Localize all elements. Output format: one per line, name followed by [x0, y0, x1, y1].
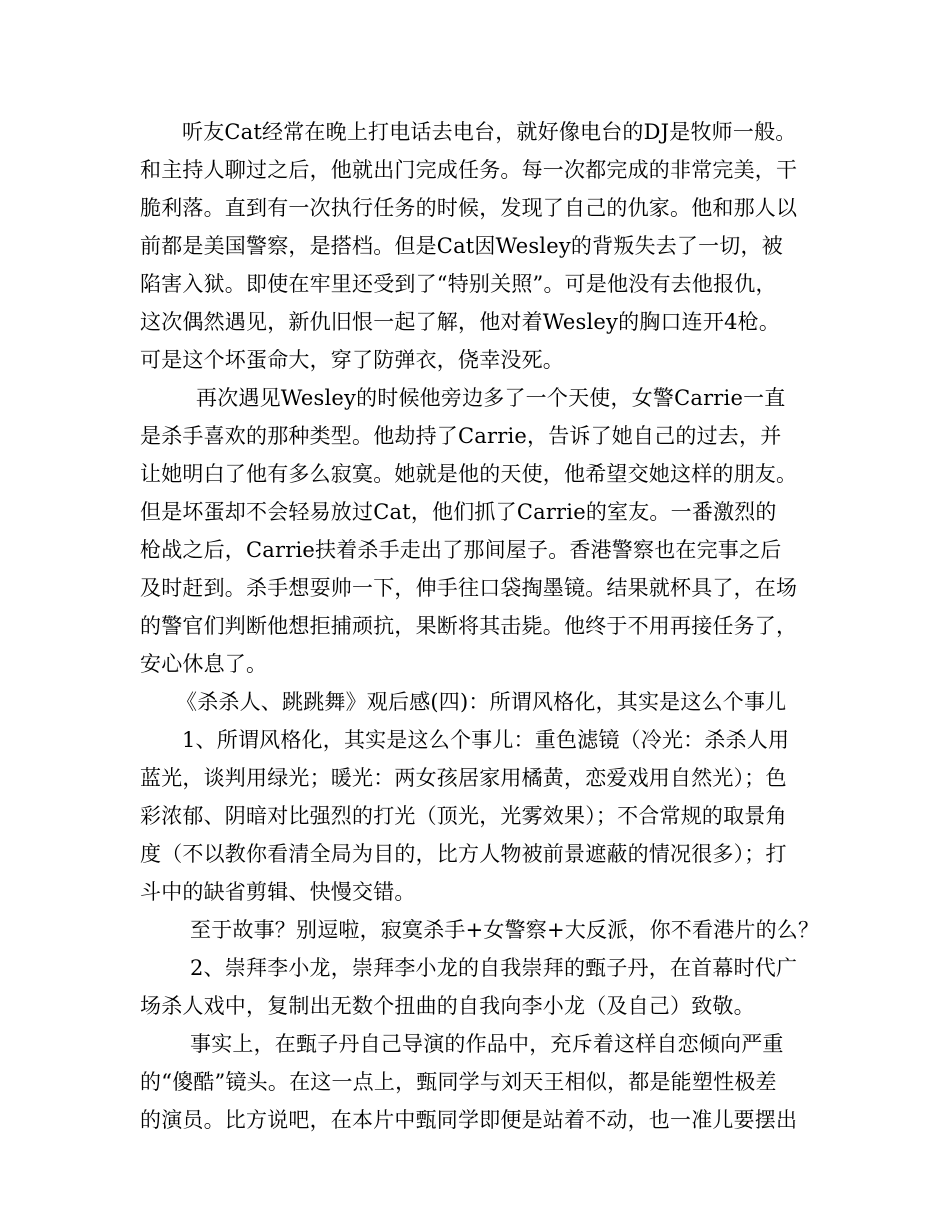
text-line: 彩浓郁、阴暗对比强烈的打光（顶光，光雾效果）；不合常规的取景角 [140, 804, 787, 828]
text-line: 枪战之后，Carrie扶着杀手走出了那间屋子。香港警察也在完事之后 [140, 538, 782, 562]
text-line: 让她明白了他有多么寂寞。她就是他的天使，他希望交她这样的朋友。 [140, 462, 798, 486]
text-line: 这次偶然遇见，新仇旧恨一起了解，他对着Wesley的胸口连开4枪。 [140, 310, 781, 334]
text-line: 蓝光，谈判用绿光；暖光：两女孩居家用橘黄，恋爱戏用自然光）；色 [140, 766, 787, 790]
text-line: 事实上，在甄子丹自己导演的作品中，充斥着这样自恋倾向严重 [190, 1032, 784, 1056]
text-line: 安心休息了。 [140, 652, 268, 676]
text-line: 听友Cat经常在晚上打电话去电台，就好像电台的DJ是牧师一般。 [182, 120, 797, 144]
text-line: 可是这个坏蛋命大，穿了防弹衣，侥幸没死。 [140, 348, 564, 372]
text-line: 前都是美国警察，是搭档。但是Cat因Wesley的背叛失去了一切，被 [140, 234, 783, 258]
text-line: 脆利落。直到有一次执行任务的时候，发现了自己的仇家。他和那人以 [140, 196, 798, 220]
text-line: 是杀手喜欢的那种类型。他劫持了Carrie，告诉了她自己的过去，并 [140, 424, 782, 448]
text-line: 场杀人戏中，复制出无数个扭曲的自我向李小龙（及自己）致敬。 [140, 994, 755, 1018]
text-line: 的警官们判断他想拒捕顽抗，果断将其击毙。他终于不用再接任务了， [140, 614, 798, 638]
text-line: 2、崇拜李小龙，崇拜李小龙的自我崇拜的甄子丹，在首幕时代广 [190, 956, 798, 980]
text-line: 但是坏蛋却不会轻易放过Cat，他们抓了Carrie的室友。一番激烈的 [140, 500, 777, 524]
text-line: 的“傻酷”镜头。在这一点上，甄同学与刘天王相似，都是能塑性极差 [140, 1070, 777, 1094]
text-line: 度（不以教你看清全局为目的，比方人物被前景遮蔽的情况很多）；打 [140, 842, 787, 866]
text-line: 和主持人聊过之后，他就出门完成任务。每一次都完成的非常完美，干 [140, 158, 798, 182]
text-line: 及时赶到。杀手想耍帅一下，伸手往口袋掏墨镜。结果就杯具了，在场 [140, 576, 798, 600]
text-line: 陷害入狱。即使在牢里还受到了“特别关照”。可是他没有去他报仇， [140, 272, 777, 296]
text-line: 至于故事？别逗啦，寂寞杀手+女警察+大反派，你不看港片的么？ [190, 918, 820, 942]
text-line: 再次遇见Wesley的时候他旁边多了一个天使，女警Carrie一直 [196, 386, 786, 410]
section-heading: 《杀杀人、跳跳舞》观后感(四)：所谓风格化，其实是这么个事儿 [176, 690, 787, 714]
text-line: 斗中的缺省剪辑、快慢交错。 [140, 880, 416, 904]
text-line: 1、所谓风格化，其实是这么个事儿：重色滤镜（冷光：杀杀人用 [182, 728, 790, 752]
text-line: 的演员。比方说吧，在本片中甄同学即便是站着不动，也一准儿要摆出 [140, 1108, 798, 1132]
